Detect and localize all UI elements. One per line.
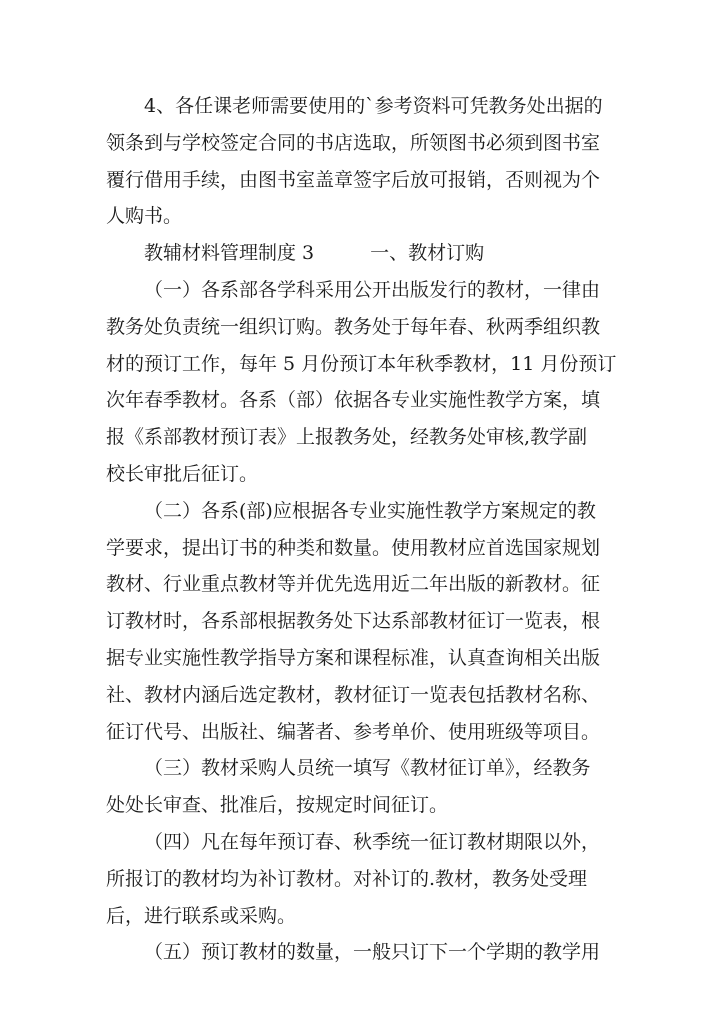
text-line [106,125,626,162]
text-segment: 领条到与学校签定合同的书店选取，所领图书必须到图书室 [106,131,601,154]
text-segment: 处处长审查、批准后，按规定时间征订。 [106,794,449,817]
heading-title: 教辅材料管理制度 3 [144,242,315,265]
text-line [106,861,626,898]
text-segment: 教务处负责统一组织订购。教务处于每年春、秋两季组织教 [106,315,601,338]
text-line [106,898,626,935]
text-segment: 4、各任课老师需要使用的`参考资料可凭教务处出据的 [144,95,603,117]
text-line [106,272,626,309]
text-segment: 覆行借用手续，由图书室盖章签字后放可报销，否则视为个 [106,168,601,191]
text-segment: （三）教材采购人员统一填写《教材征订单》，经教务 [144,757,591,780]
text-segment: 人购书。 [106,205,183,228]
text-segment: 学要求，提出订书的种类和数量。使用教材应首选国家规划 [106,536,601,559]
text-segment: 次年春季教材。各系（部）依据各专业实施性教学方案，填 [106,389,601,412]
text-line [106,198,626,235]
text-line [106,493,626,530]
text-line [106,530,626,567]
text-segment: （五）预订教材的数量，一般只订下一个学期的教学用 [144,941,601,964]
text-line [106,382,626,419]
text-line [106,824,626,861]
text-segment: 社、教材内涵后选定教材，教材征订一览表包括教材名称、 [106,683,601,706]
text-line [106,419,626,456]
text-segment: （一）各系部各学科采用公开出版发行的教材，一律由 [144,278,601,301]
text-line [106,714,626,751]
text-line [106,346,626,383]
text-line [106,309,626,346]
text-line [106,640,626,677]
text-segment: 报《系部教材预订表》上报教务处，经教务处审核,教学副 [106,426,588,449]
text-segment: 订教材时，各系部根据教务处下达系部教材征订一览表，根 [106,610,601,633]
text-line [106,677,626,714]
text-segment: 材的预订工作，每年 5 月份预订本年秋季教材，11 月份预订 [106,352,617,375]
text-segment: 所报订的教材均为补订教材。对补订的.教材，教务处受理 [106,867,588,890]
heading-subtitle: 一、教材订购 [370,242,485,265]
text-line [106,750,626,787]
section-heading [106,235,626,272]
text-line [106,934,626,971]
text-line [106,787,626,824]
text-line [106,603,626,640]
text-line [106,162,626,199]
text-segment: 征订代号、出版社、编著者、参考单价、使用班级等项目。 [106,720,601,743]
text-segment: 据专业实施性教学指导方案和课程标准，认真查询相关出版 [106,646,601,669]
document-body [106,88,626,971]
text-segment: （二）各系(部)应根据各专业实施性教学方案规定的教 [144,499,596,522]
text-line [106,456,626,493]
text-line [106,88,626,125]
text-segment: 校长审批后征订。 [106,462,259,485]
text-segment: 后，进行联系或采购。 [106,904,297,927]
text-segment: 教材、行业重点教材等并优先选用近二年出版的新教材。征 [106,573,601,596]
text-segment: （四）凡在每年预订春、秋季统一征订教材期限以外， [144,830,601,853]
text-line [106,566,626,603]
